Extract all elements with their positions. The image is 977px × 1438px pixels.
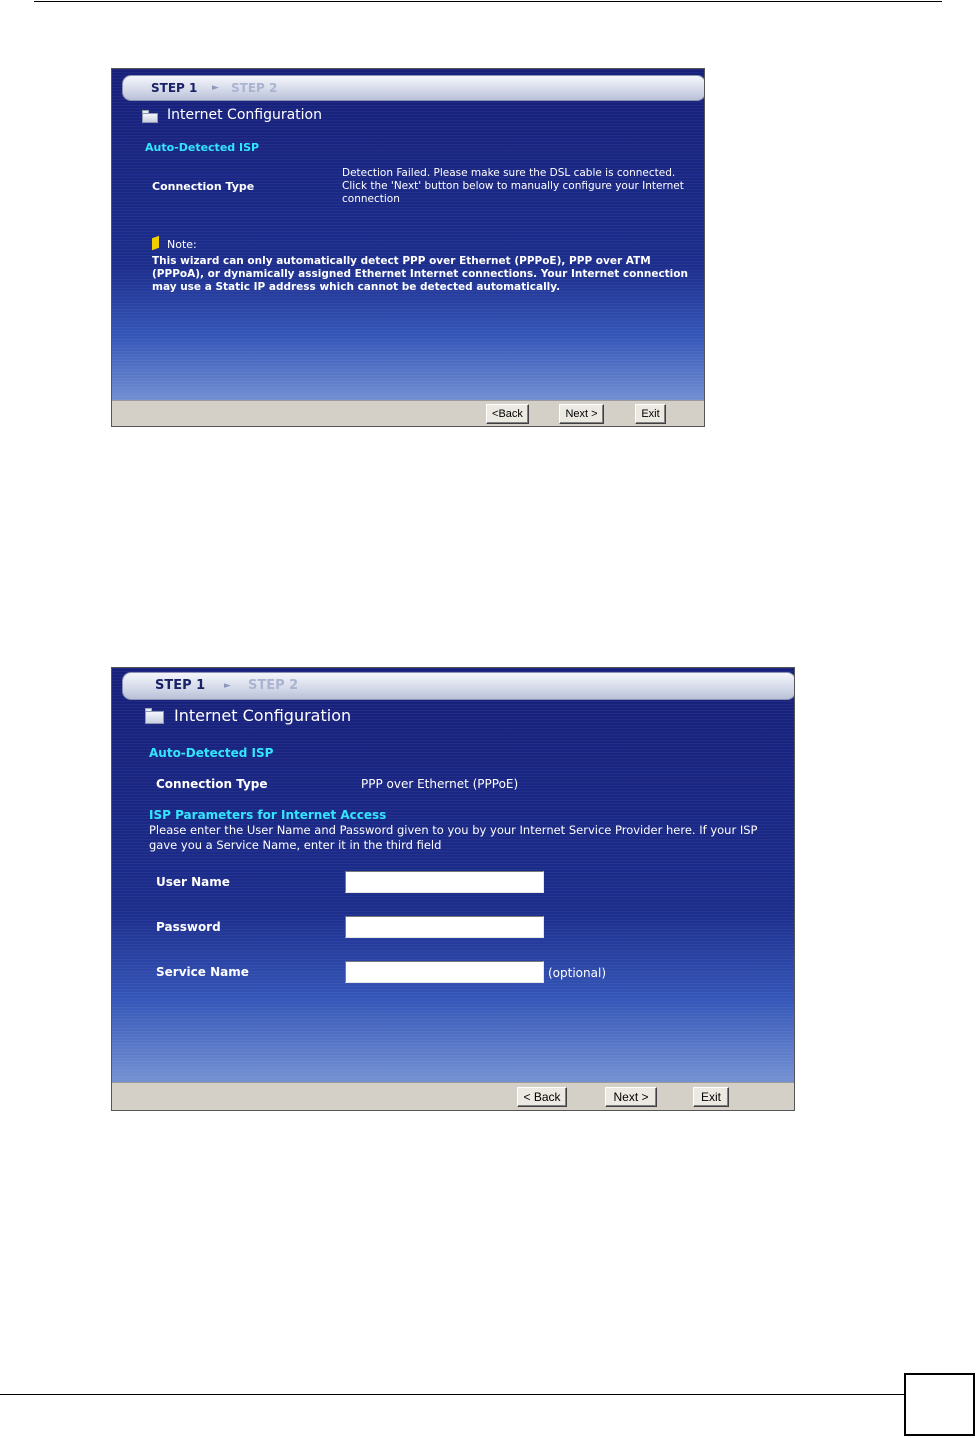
isp-parameters-instructions: Please enter the User Name and Password given to you by your Internet Service Provider here. If your ISP gave you a Service Name, enter it in the third field bbox=[149, 823, 758, 852]
folder-icon bbox=[145, 708, 164, 724]
section-heading-isp-parameters: ISP Parameters for Internet Access bbox=[149, 808, 387, 822]
note-text: This wizard can only automatically detect PPP over Ethernet (PPPoE), PPP over ATM (PPPoA), or dynamically assigned Ethernet Internet connections. Your Internet connection may use a Static IP address which cannot be detected automatically. bbox=[152, 255, 688, 293]
step-arrow-icon: ► bbox=[224, 681, 231, 691]
user-name-input[interactable] bbox=[345, 871, 544, 893]
button-bar bbox=[112, 1082, 794, 1110]
section-heading-auto-detected-isp: Auto-Detected ISP bbox=[145, 141, 260, 154]
back-button[interactable]: < Back bbox=[517, 1087, 567, 1107]
password-label: Password bbox=[156, 920, 221, 934]
section-heading-auto-detected-isp: Auto-Detected ISP bbox=[149, 746, 274, 760]
step-1-label: STEP 1 bbox=[155, 678, 206, 693]
button-bar bbox=[112, 400, 704, 426]
step-1-label: STEP 1 bbox=[151, 81, 198, 95]
exit-button[interactable]: Exit bbox=[635, 404, 666, 424]
step-2-label: STEP 2 bbox=[248, 678, 299, 693]
next-button[interactable]: Next > bbox=[605, 1087, 657, 1107]
note-label: Note: bbox=[167, 238, 197, 251]
note-icon bbox=[152, 236, 159, 251]
optional-hint: (optional) bbox=[548, 966, 606, 980]
step-bar bbox=[122, 75, 705, 101]
page-title: Internet Configuration bbox=[167, 107, 322, 123]
service-name-input[interactable] bbox=[345, 961, 544, 983]
step-arrow-icon: ► bbox=[212, 83, 219, 93]
connection-type-value: PPP over Ethernet (PPPoE) bbox=[361, 777, 519, 791]
next-button[interactable]: Next > bbox=[559, 404, 604, 424]
exit-button[interactable]: Exit bbox=[693, 1087, 729, 1107]
back-button[interactable]: <Back bbox=[486, 404, 529, 424]
wizard-panel-detection-failed bbox=[111, 68, 705, 427]
folder-icon bbox=[142, 110, 158, 123]
page-title: Internet Configuration bbox=[174, 706, 352, 725]
header-rule bbox=[34, 1, 942, 2]
user-name-label: User Name bbox=[156, 875, 230, 889]
footer-rule bbox=[0, 1394, 906, 1395]
step-2-label: STEP 2 bbox=[231, 81, 278, 95]
service-name-label: Service Name bbox=[156, 965, 249, 979]
page-number-box bbox=[904, 1373, 975, 1436]
connection-type-label: Connection Type bbox=[152, 180, 255, 193]
connection-type-label: Connection Type bbox=[156, 777, 268, 791]
connection-type-value: Detection Failed. Please make sure the DSL cable is connected. Click the 'Next' button below to manually configure your Internet connection bbox=[342, 167, 684, 205]
wizard-panel-pppoe bbox=[111, 667, 795, 1111]
password-input[interactable] bbox=[345, 916, 544, 938]
step-bar bbox=[122, 672, 795, 700]
